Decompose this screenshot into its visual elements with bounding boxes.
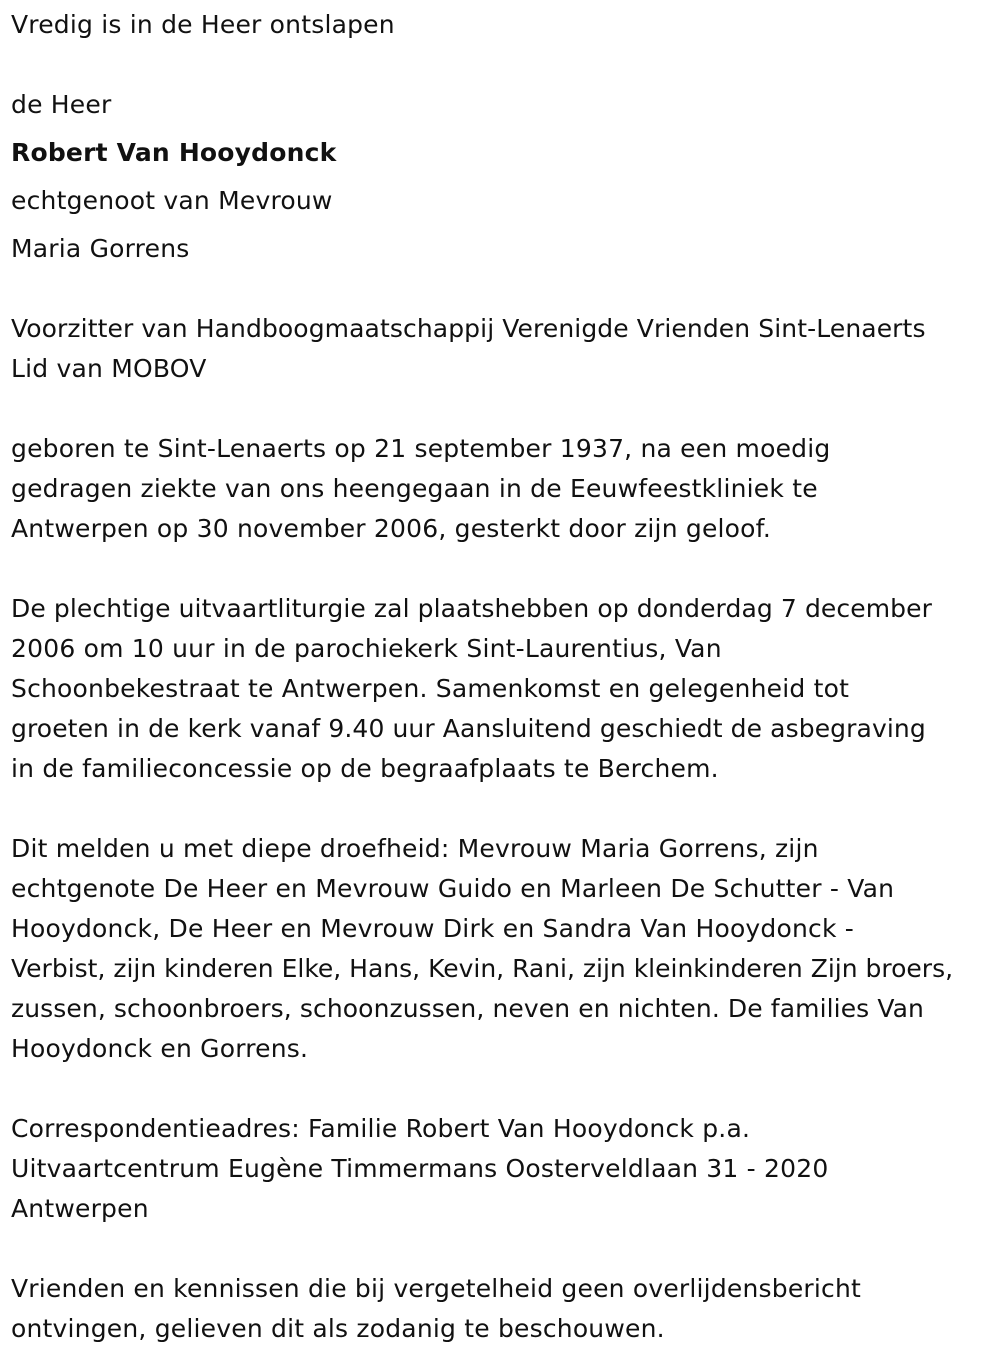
family-line: Dit melden u met diepe droefheid: Mevrouw Maria Gorrens, zijn [11,834,819,863]
family-line: Verbist, zijn kinderen Elke, Hans, Kevin, Rani, zijn kleinkinderen Zijn broers, [11,954,954,983]
closing-line: ontvingen, gelieven dit als zodanig te beschouwen. [11,1314,665,1343]
title-text: de Heer [11,90,112,119]
birth-death-line: Antwerpen op 30 november 2006, gesterkt door zijn geloof. [11,514,771,543]
family-line: echtgenote De Heer en Mevrouw Guido en Marleen De Schutter - Van [11,874,895,903]
spouse-name: Maria Gorrens [11,234,190,263]
closing-line: Vrienden en kennissen die bij vergetelheid geen overlijdensbericht [11,1274,862,1303]
correspondence-line: Correspondentieadres: Familie Robert Van Hooydonck p.a. [11,1114,751,1143]
spouse-line: echtgenoot van Mevrouw [11,186,333,215]
family-line: Hooydonck en Gorrens. [11,1034,309,1063]
funeral-line: 2006 om 10 uur in de parochiekerk Sint-Laurentius, Van [11,634,722,663]
family-line: Hooydonck, De Heer en Mevrouw Dirk en Sandra Van Hooydonck - [11,914,855,943]
birth-death-line: gedragen ziekte van ons heengegaan in de Eeuwfeestkliniek te [11,474,818,503]
deceased-name: Robert Van Hooydonck [11,138,337,167]
funeral-line: De plechtige uitvaartliturgie zal plaatshebben op donderdag 7 december [11,594,933,623]
funeral-line: groeten in de kerk vanaf 9.40 uur Aansluitend geschiedt de asbegraving [11,714,926,743]
role-line: Voorzitter van Handboogmaatschappij Verenigde Vrienden Sint-Lenaerts [11,314,926,343]
birth-death-line: geboren te Sint-Lenaerts op 21 september 1937, na een moedig [11,434,831,463]
family-line: zussen, schoonbroers, schoonzussen, neven en nichten. De families Van [11,994,924,1023]
funeral-line: in de familieconcessie op de begraafplaats te Berchem. [11,754,719,783]
intro-text: Vredig is in de Heer ontslapen [11,10,395,39]
correspondence-line: Uitvaartcentrum Eugène Timmermans Oosterveldlaan 31 - 2020 [11,1154,829,1183]
role-line: Lid van MOBOV [11,354,207,383]
correspondence-line: Antwerpen [11,1194,149,1223]
funeral-line: Schoonbekestraat te Antwerpen. Samenkomst en gelegenheid tot [11,674,850,703]
